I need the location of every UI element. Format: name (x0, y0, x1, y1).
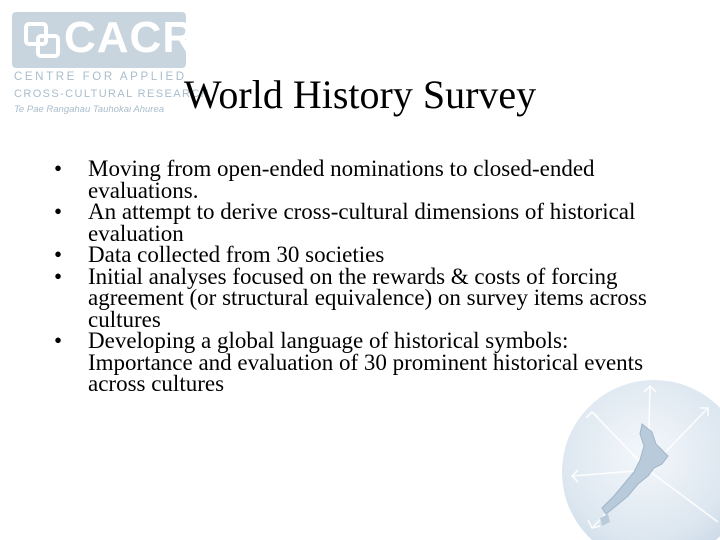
slide-title: World History Survey (183, 72, 537, 117)
bullet-dot: • (54, 156, 63, 181)
bullet-text: Data collected from 30 societies (88, 242, 385, 267)
logo-squares-icon (20, 16, 64, 60)
logo-maori-line: Te Pae Rangahau Tauhokai Ahurea (14, 104, 165, 115)
bullet-dot: • (54, 242, 63, 267)
logo-acronym: CACR (64, 13, 196, 62)
list-item (54, 244, 664, 266)
bullet-text: Developing a global language of historical symbols: Importance and evaluation of 30 prominent historical events across cultures (88, 328, 644, 396)
bullet-text: Moving from open-ended nominations to closed-ended evaluations. (88, 156, 595, 203)
bullet-dot: • (54, 328, 63, 353)
list-item (54, 158, 664, 201)
globe-new-zealand-icon (558, 372, 720, 540)
list-item (54, 263, 664, 332)
bullet-dot: • (54, 263, 63, 289)
logo-research-line: CROSS-CULTURAL RESEARCH (14, 88, 211, 100)
list-item (54, 201, 664, 244)
bullet-text: Initial analyses focused on the rewards & costs of forcing agreement (or structural equivalence) on survey items across cultures (88, 263, 647, 332)
bullet-dot: • (54, 199, 63, 224)
bullet-text: An attempt to derive cross-cultural dimensions of historical evaluation (88, 199, 636, 246)
list-item (54, 330, 664, 395)
logo-centre-line: CENTRE FOR APPLIED (14, 71, 187, 83)
bullet-list (54, 158, 664, 395)
